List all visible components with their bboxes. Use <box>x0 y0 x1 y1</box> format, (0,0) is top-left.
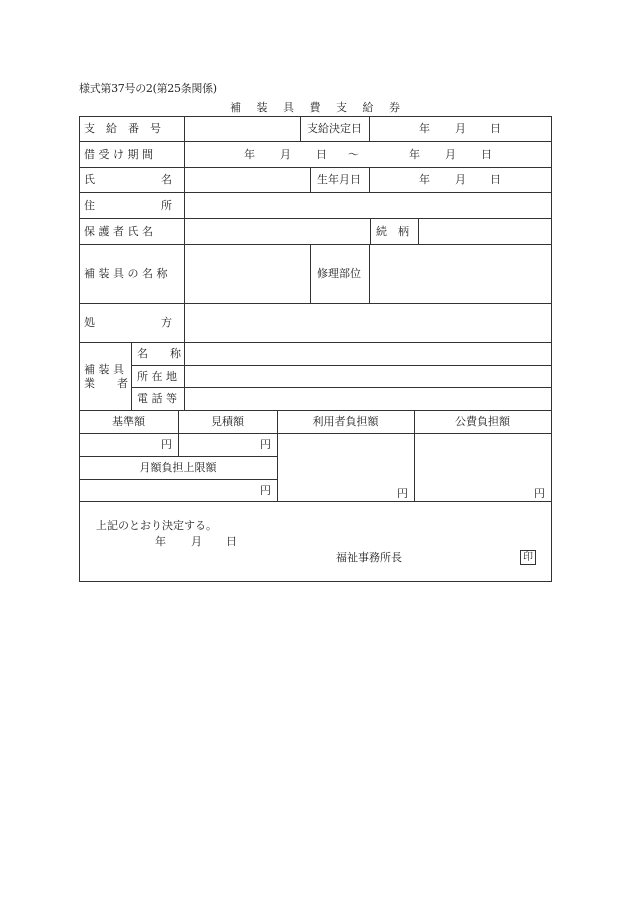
header-user-burden: 利用者負担額 <box>312 415 379 428</box>
lease-start-year-unit: 年 <box>244 148 255 161</box>
label-vendor-line2: 業 者 <box>84 377 128 390</box>
title-char: 支 <box>336 101 347 114</box>
label-decision-date: 支給決定日 <box>307 122 362 135</box>
seal-mark: 印 <box>520 550 536 565</box>
birth-year-unit: 年 <box>419 173 430 186</box>
decision-text: 上記のとおり決定する。 <box>96 519 217 532</box>
label-vendor-address: 所 在 地 <box>137 370 177 383</box>
lease-end-month-unit: 月 <box>445 148 456 161</box>
label-vendor-name: 名 称 <box>137 347 181 360</box>
label-lease-period: 借 受 け 期 間 <box>84 148 153 161</box>
birth-day-unit: 日 <box>490 173 501 186</box>
header-standard-amount: 基準額 <box>112 415 145 428</box>
standard-amount-yen: 円 <box>161 438 172 451</box>
header-public-burden: 公費負担額 <box>455 415 510 428</box>
label-monthly-cap: 月額負担上限額 <box>139 461 217 474</box>
decision-year-unit: 年 <box>419 122 430 135</box>
label-vendor-line1: 補 装 具 <box>84 363 124 376</box>
decision-day-unit: 日 <box>490 122 501 135</box>
footer-month-unit: 月 <box>191 535 202 548</box>
title-char: 給 <box>362 101 374 114</box>
title-char: 装 <box>256 101 268 114</box>
decision-month-unit: 月 <box>455 122 466 135</box>
label-relationship: 続 柄 <box>376 225 409 238</box>
estimate-amount-yen: 円 <box>260 438 271 451</box>
lease-end-day-unit: 日 <box>481 148 492 161</box>
header-estimate-amount: 見積額 <box>211 415 244 428</box>
title-char: 補 <box>230 101 241 114</box>
title-char: 具 <box>283 101 294 114</box>
footer-day-unit: 日 <box>226 535 237 548</box>
signer-title: 福祉事務所長 <box>336 551 402 564</box>
label-device-name: 補 装 具 の 名 称 <box>84 267 168 280</box>
lease-tilde: ～ <box>348 148 359 161</box>
title-char: 費 <box>309 101 321 114</box>
footer-year-unit: 年 <box>155 535 166 548</box>
label-address: 住 所 <box>84 199 172 212</box>
label-support-number: 支 給 番 号 <box>84 122 161 135</box>
public-burden-yen: 円 <box>534 487 545 500</box>
label-guardian-name: 保 護 者 氏 名 <box>84 225 153 238</box>
title-char: 券 <box>389 101 400 114</box>
label-prescription: 処 方 <box>84 316 172 329</box>
form-reference: 様式第37号の2(第25条関係) <box>79 82 217 95</box>
birth-month-unit: 月 <box>455 173 466 186</box>
user-burden-yen: 円 <box>397 487 408 500</box>
label-repair-part: 修理部位 <box>317 267 361 280</box>
lease-end-year-unit: 年 <box>409 148 420 161</box>
monthly-cap-yen: 円 <box>260 484 271 497</box>
lease-start-day-unit: 日 <box>316 148 327 161</box>
label-name: 氏 名 <box>84 173 172 186</box>
lease-start-month-unit: 月 <box>280 148 291 161</box>
label-vendor-phone: 電 話 等 <box>137 392 177 405</box>
label-birth-date: 生年月日 <box>317 173 361 186</box>
